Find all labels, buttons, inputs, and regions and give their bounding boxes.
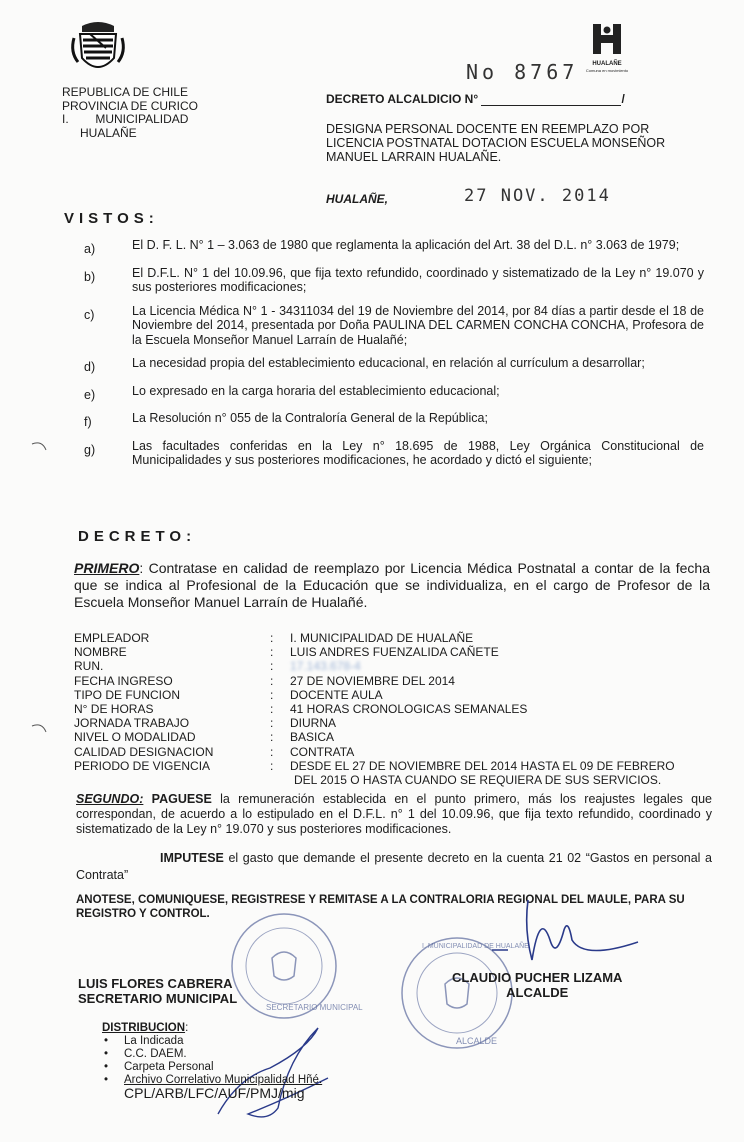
segundo-text: la remuneración establecida en el punto primero, más los reajustes legales que correspondan, de acuerdo a lo estipulado en el D.F.L. n° 1 del 10.09.96, que fija texto refundido, coordinado y sistematizado de la Ley n° 19.070 y sus posteriores modificaciones. — [76, 792, 713, 836]
field-key: N° DE HORAS — [74, 702, 154, 717]
field-key: NOMBRE — [74, 645, 127, 660]
primero-label: PRIMERO — [74, 560, 140, 576]
vistos-item-label: f) — [84, 415, 92, 429]
vistos-item-text: Lo expresado en la carga horaria del establecimiento educacional; — [132, 383, 500, 398]
imputese-paragraph — [76, 850, 712, 884]
decreto-number-line — [326, 92, 625, 106]
vistos-item-text: El D.F.L. N° 1 del 10.09.96, que fija texto refundido, coordinado y sistematizado de la Ley n° 19.070 y sus posteriores modificaciones; — [132, 265, 704, 294]
issuer-line-1: REPUBLICA DE CHILE — [62, 85, 189, 99]
vistos-heading: VISTOS: — [64, 210, 159, 227]
imputese-bold: IMPUTESE — [160, 851, 224, 865]
date-stamp: 27 NOV. 2014 — [464, 186, 611, 206]
vistos-item — [84, 439, 704, 468]
segundo-paragraph — [76, 792, 712, 837]
coat-of-arms-icon — [68, 18, 128, 78]
field-key: NIVEL O MODALIDAD — [74, 730, 196, 745]
segundo-label: SEGUNDO: — [76, 792, 144, 806]
vistos-item-text: La necesidad propia del establecimiento educacional, en relación al currículum a desarrollar; — [132, 356, 645, 370]
field-value: DOCENTE AULA — [290, 687, 383, 702]
field-key — [74, 773, 270, 787]
issuer-line-3: I. MUNICIPALIDAD — [62, 112, 189, 126]
decreto-slash: / — [621, 92, 625, 106]
field-row: EMPLEADOR : I. MUNICIPALIDAD DE HUALAÑE — [74, 631, 724, 645]
primero-paragraph — [74, 560, 710, 611]
field-row: CALIDAD DESIGNACION : CONTRATA — [74, 745, 724, 759]
distribution-item: • Carpeta Personal — [102, 1061, 322, 1074]
vistos-item — [84, 411, 704, 430]
field-value: 41 HORAS CRONOLOGICAS SEMANALES — [290, 702, 528, 717]
field-row: TIPO DE FUNCION : DOCENTE AULA — [74, 688, 724, 702]
vistos-item-label: g) — [84, 442, 96, 457]
field-key: PERIODO DE VIGENCIA — [74, 758, 211, 773]
stamp-right-bottom-text: ALCALDE — [456, 1036, 498, 1046]
field-row: FECHA INGRESO : 27 DE NOVIEMBRE DEL 2014 — [74, 674, 724, 688]
distribution-item: • C.C. DAEM. — [102, 1048, 322, 1061]
secretary-title: SECRETARIO MUNICIPAL — [78, 991, 238, 1006]
secretary-signature-block — [78, 976, 237, 1006]
anotese-paragraph: ANOTESE, COMUNIQUESE, REGISTRESE Y REMITASE A LA CONTRALORIA REGIONAL DEL MAULE, PARA SU REGISTRO Y CONTROL. — [76, 894, 685, 920]
stamp-right-text: I. MUNICIPALIDAD DE HUALAÑE — [422, 943, 529, 950]
mayor-title: ALCALDE — [506, 985, 569, 1000]
employee-fields — [74, 631, 724, 787]
field-key: TIPO DE FUNCION — [74, 687, 181, 702]
field-key: RUN. — [74, 659, 104, 674]
vistos-item-label: b) — [84, 269, 96, 284]
field-key: EMPLEADOR — [74, 631, 150, 645]
field-row: RUN. : 17.143.678-4 — [74, 659, 724, 673]
distribution-list — [102, 1035, 322, 1087]
primero-text: : Contratase en calidad de reemplazo por Licencia Médica Postnatal a contar de la fecha que se indica al Profesional de la Educación que se individualiza, en el cargo de Profesor de la Escuela Monseñor Manuel Larraín de Hualañé. — [74, 560, 710, 610]
distribution-title: DISTRIBUCION — [102, 1022, 186, 1034]
field-value: I. MUNICIPALIDAD DE HUALAÑE — [290, 631, 474, 645]
issue-place: HUALAÑE, — [326, 192, 388, 206]
margin-mark-icon — [30, 438, 50, 458]
mayor-name: CLAUDIO PUCHER LIZAMA — [452, 970, 623, 985]
decreto-label: DECRETO ALCALDICIO N° — [326, 92, 479, 106]
distribution-title-suffix: : — [185, 1022, 189, 1034]
secretary-name: LUIS FLORES CABRERA — [78, 976, 233, 991]
decreto-heading: DECRETO: — [78, 528, 197, 545]
issuer-line-4: HUALAÑE — [80, 125, 137, 140]
vistos-item-text: El D. F. L. N° 1 – 3.063 de 1980 que reglamenta la aplicación del Art. 38 del D.L. n° 3.063 de 1979; — [132, 238, 680, 252]
issuer-block — [62, 86, 198, 140]
imputese-text: el gasto que demande el presente decreto en la cuenta 21 02 “Gastos en personal a Contrata” — [76, 851, 712, 882]
municipal-secretary-stamp-icon — [228, 910, 363, 1022]
field-key: FECHA INGRESO — [74, 673, 173, 688]
decree-subject: DESIGNA PERSONAL DOCENTE EN REEMPLAZO POR LICENCIA POSTNATAL DOTACION ESCUELA MONSEÑOR MANUEL LARRAIN HUALAÑE. — [326, 122, 666, 164]
logo-subtext: Comuna en movimiento — [585, 68, 629, 73]
field-row: NOMBRE : LUIS ANDRES FUENZALIDA CAÑETE — [74, 645, 724, 659]
vistos-item — [84, 384, 704, 403]
logo-text: HUALAÑE — [592, 61, 622, 67]
field-row: N° DE HORAS : 41 HORAS CRONOLOGICAS SEMANALES — [74, 702, 724, 716]
field-value: 27 DE NOVIEMBRE DEL 2014 — [290, 673, 455, 688]
vistos-item — [84, 356, 704, 375]
stamp-left-text: SECRETARIO MUNICIPAL — [266, 1003, 363, 1012]
segundo-bold: PAGUESE — [151, 792, 212, 806]
field-value: DESDE EL 27 DE NOVIEMBRE DEL 2014 HASTA EL 09 DE FEBRERO — [290, 758, 675, 773]
issuer-line-2: PROVINCIA DE CURICO — [62, 98, 199, 113]
vistos-item-label: a) — [84, 242, 96, 256]
distribution-item: • Archivo Correlativo Municipalidad Hñé. — [102, 1074, 322, 1087]
number-stamp: No 8767 — [466, 60, 579, 84]
vistos-item-text: La Licencia Médica N° 1 - 34311034 del 19 de Noviembre del 2014, por 84 días a partir desde el 18 de Noviembre del 2014, presentada por Doña PAULINA DEL CARMEN CONCHA CONCHA, Profesora de la Escuela Monseñor Manuel Larraín de Hualañé; — [132, 303, 704, 347]
margin-mark-icon — [30, 720, 50, 740]
vistos-item — [84, 304, 704, 348]
field-row: PERIODO DE VIGENCIA : DESDE EL 27 DE NOVIEMBRE DEL 2014 HASTA EL 09 DE FEBRERO — [74, 759, 724, 773]
vistos-item-label: e) — [84, 387, 96, 402]
vistos-item-label: c) — [84, 307, 95, 322]
field-value: CONTRATA — [290, 744, 355, 759]
hualane-logo — [582, 22, 632, 72]
field-value: DEL 2015 O HASTA CUANDO SE REQUIERA DE SUS SERVICIOS. — [294, 773, 662, 788]
vistos-item — [84, 238, 704, 257]
field-key: CALIDAD DESIGNACION — [74, 744, 214, 759]
initials-codes: CPL/ARB/LFC/AUF/PMJ/mig — [124, 1085, 305, 1101]
vistos-list — [84, 238, 704, 477]
mayor-signature-block — [452, 970, 622, 1000]
vistos-item-text: La Resolución n° 055 de la Contraloría General de la República; — [132, 411, 488, 425]
field-row — [74, 773, 724, 787]
field-row: NIVEL O MODALIDAD : BASICA — [74, 730, 724, 744]
distribution-block — [102, 1022, 322, 1100]
vistos-item-text: Las facultades conferidas en la Ley n° 18.695 de 1988, Ley Orgánica Constitucional de Municipalidades y sus posteriores modificaciones, he acordado y dictó el siguiente; — [132, 438, 704, 467]
field-value: BASICA — [290, 730, 335, 745]
vistos-item — [84, 266, 704, 295]
field-value-redacted: 17.143.678-4 — [290, 659, 361, 674]
field-value: DIURNA — [290, 716, 337, 731]
mayor-signature — [488, 880, 658, 980]
field-row: JORNADA TRABAJO : DIURNA — [74, 716, 724, 730]
decreto-number-blank — [481, 95, 621, 106]
vistos-item-label: d) — [84, 360, 96, 374]
distribution-item: • La Indicada — [102, 1035, 322, 1048]
field-value: LUIS ANDRES FUENZALIDA CAÑETE — [290, 645, 499, 660]
field-key: JORNADA TRABAJO — [74, 716, 190, 731]
